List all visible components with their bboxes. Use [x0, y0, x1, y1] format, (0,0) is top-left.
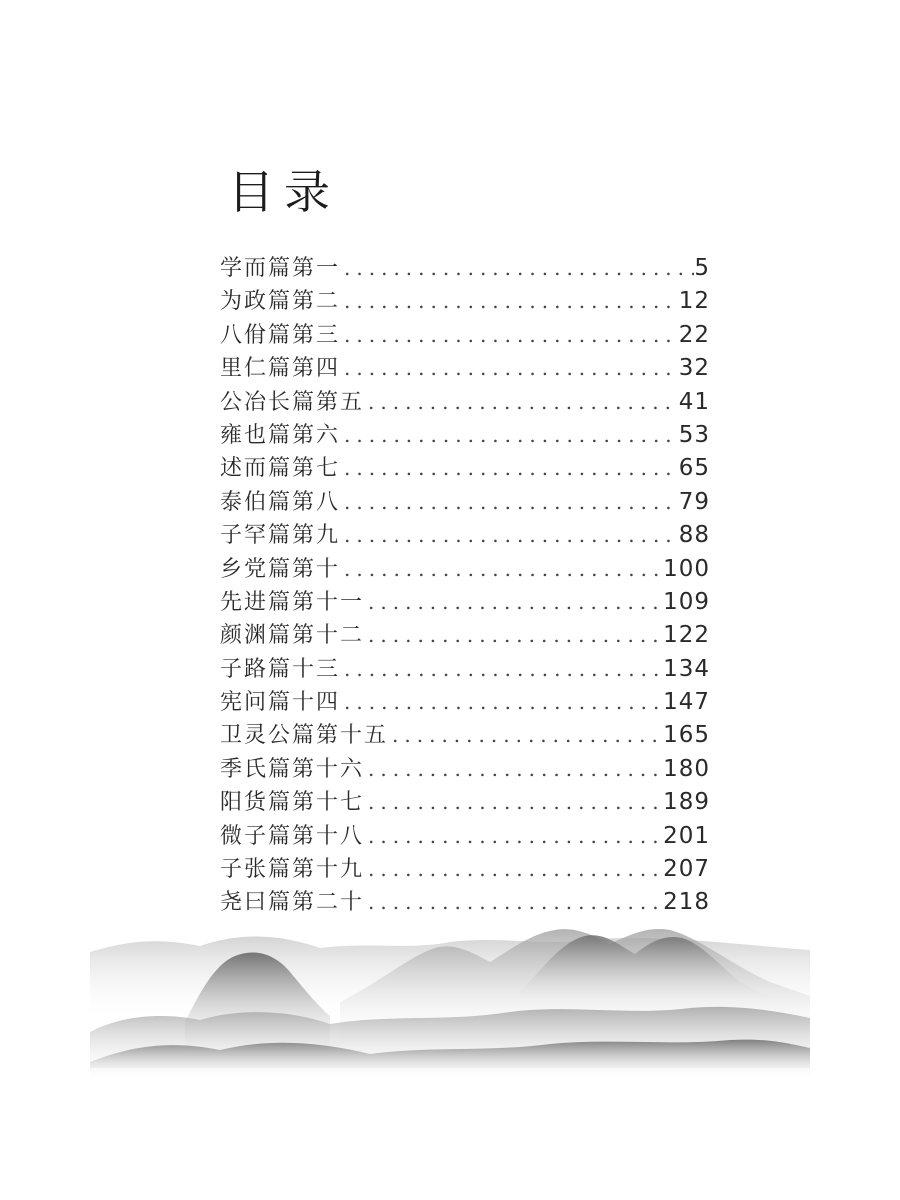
toc-chapter-title: 雍也篇第六	[220, 422, 341, 448]
toc-entry[interactable]	[220, 553, 710, 586]
toc-chapter-title: 子罕篇第九	[220, 523, 341, 549]
toc-entry[interactable]	[220, 419, 710, 452]
toc-page-number: 88	[678, 522, 710, 549]
toc-entry[interactable]	[220, 452, 710, 485]
toc-chapter-title: 宪问篇十四	[220, 690, 341, 716]
toc-page-number: 100	[663, 555, 710, 582]
toc-dot-leader	[364, 820, 663, 853]
toc-page-number: 79	[678, 488, 710, 515]
toc-chapter-title: 子张篇第十九	[220, 857, 365, 883]
mist-band	[90, 1068, 810, 1082]
toc-dot-leader	[364, 386, 679, 419]
toc-page-number: 41	[678, 388, 710, 415]
toc-page-number: 165	[663, 722, 710, 749]
toc-dot-leader	[340, 419, 679, 452]
toc-chapter-title: 阳货篇第十七	[220, 790, 365, 816]
toc-dot-leader	[364, 586, 663, 619]
toc-page-number: 53	[678, 421, 710, 448]
toc-chapter-title: 子路篇十三	[220, 656, 341, 682]
toc-page-number: 180	[663, 755, 710, 782]
toc-entry[interactable]	[220, 352, 710, 385]
toc-chapter-title: 泰伯篇第八	[220, 489, 341, 515]
toc-chapter-title: 微子篇第十八	[220, 823, 365, 849]
toc-chapter-title: 里仁篇第四	[220, 356, 341, 382]
toc-dot-leader	[340, 352, 679, 385]
toc-dot-leader	[388, 719, 663, 752]
page-title: 目录	[228, 165, 340, 219]
toc-chapter-title: 季氏篇第十六	[220, 756, 365, 782]
toc-entry[interactable]	[220, 319, 710, 352]
table-of-contents	[220, 252, 710, 920]
toc-chapter-title: 八佾篇第三	[220, 322, 341, 348]
toc-dot-leader	[340, 553, 663, 586]
toc-dot-leader	[340, 285, 679, 318]
ink-mountains-illustration	[90, 912, 810, 1082]
toc-entry[interactable]	[220, 252, 710, 285]
toc-entry[interactable]	[220, 619, 710, 652]
toc-entry[interactable]	[220, 786, 710, 819]
toc-dot-leader	[340, 319, 679, 352]
toc-dot-leader	[340, 653, 663, 686]
toc-dot-leader	[364, 786, 663, 819]
toc-chapter-title: 公冶长篇第五	[220, 389, 365, 415]
toc-chapter-title: 乡党篇第十	[220, 556, 341, 582]
toc-dot-leader	[340, 252, 694, 285]
toc-chapter-title: 述而篇第七	[220, 456, 341, 482]
toc-chapter-title: 卫灵公篇第十五	[220, 723, 389, 749]
toc-entry[interactable]	[220, 686, 710, 719]
toc-page-number: 218	[663, 889, 710, 916]
toc-entry[interactable]	[220, 285, 710, 318]
toc-page-number: 12	[678, 288, 710, 315]
toc-entry[interactable]	[220, 586, 710, 619]
toc-page-number: 32	[678, 355, 710, 382]
toc-page-number: 189	[663, 789, 710, 816]
toc-page-number: 5	[694, 255, 710, 281]
toc-chapter-title: 尧曰篇第二十	[220, 890, 365, 916]
toc-chapter-title: 颜渊篇第十二	[220, 623, 365, 649]
toc-page-number: 134	[663, 655, 710, 682]
toc-entry[interactable]	[220, 653, 710, 686]
toc-page-number: 207	[663, 856, 710, 883]
toc-dot-leader	[340, 486, 679, 519]
toc-page-number: 22	[678, 321, 710, 348]
toc-entry[interactable]	[220, 519, 710, 552]
toc-entry[interactable]	[220, 719, 710, 752]
toc-page-number: 109	[663, 588, 710, 615]
toc-dot-leader	[340, 519, 679, 552]
toc-dot-leader	[364, 853, 663, 886]
toc-chapter-title: 先进篇第十一	[220, 589, 365, 615]
toc-entry[interactable]	[220, 820, 710, 853]
toc-page-number: 201	[663, 822, 710, 849]
toc-dot-leader	[340, 686, 663, 719]
toc-page-number: 65	[678, 455, 710, 482]
toc-dot-leader	[364, 753, 663, 786]
toc-page-number: 147	[663, 689, 710, 716]
toc-entry[interactable]	[220, 386, 710, 419]
toc-chapter-title: 学而篇第一	[220, 256, 341, 281]
toc-page-number: 122	[663, 622, 710, 649]
toc-entry[interactable]	[220, 753, 710, 786]
toc-chapter-title: 为政篇第二	[220, 289, 341, 315]
toc-entry[interactable]	[220, 486, 710, 519]
toc-dot-leader	[364, 619, 663, 652]
toc-dot-leader	[340, 452, 679, 485]
toc-entry[interactable]	[220, 853, 710, 886]
